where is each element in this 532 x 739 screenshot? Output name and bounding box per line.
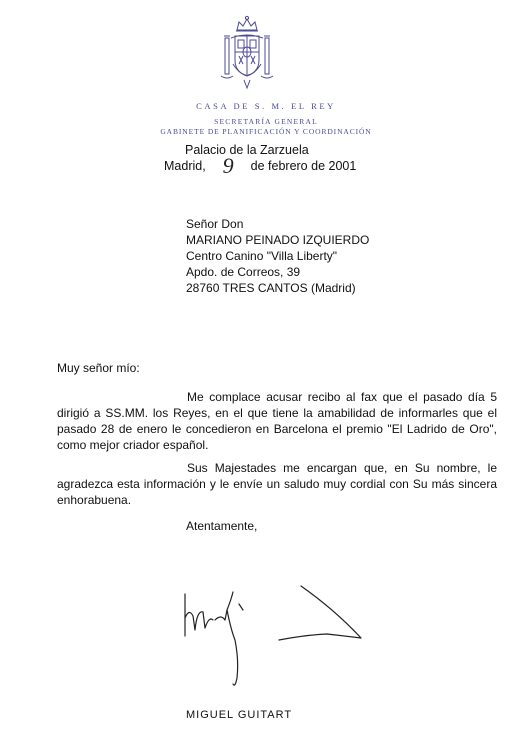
signer-name: MIGUEL GUITART (186, 709, 293, 721)
royal-coat-of-arms-icon (219, 14, 275, 94)
recipient-line: 28760 TRES CANTOS (Madrid) (186, 281, 356, 295)
recipient-line: Centro Canino "Villa Liberty" (186, 249, 338, 263)
letterhead-office: GABINETE DE PLANIFICACIÓN Y COORDINACIÓN (160, 127, 372, 136)
salutation: Muy señor mío: (57, 361, 140, 375)
letter-date (164, 153, 357, 178)
recipient-line: MARIANO PEINADO IZQUIERDO (186, 233, 370, 247)
letterhead-house: CASA DE S. M. EL REY (196, 101, 336, 111)
recipient-line: Apdo. de Correos, 39 (186, 265, 301, 279)
date-day-handwritten: 9 (222, 153, 234, 178)
recipient-line: Señor Don (186, 217, 244, 231)
recipient-address (186, 216, 369, 296)
date-city: Madrid, (164, 159, 206, 173)
date-month-year: de febrero de 2001 (250, 159, 357, 173)
body-paragraph: Me complace acusar recibo al fax que el pasado día 5 dirigió a SS.MM. los Reyes, en el que tiene la amabilidad de informarles que el pasado 28 de enero le concedieron en Barcelona el premio "El Ladrido de Oro", como mejor criador español. (57, 390, 497, 452)
letter-place: Palacio de la Zarzuela (185, 143, 309, 157)
body-paragraph: Sus Majestades me encargan que, en Su nombre, le agradezca esta información y le envíe un saludo muy cordial con Su más sincera enhorabuena. (57, 461, 497, 507)
letterhead-secretariat: SECRETARÍA GENERAL (214, 117, 318, 126)
closing: Atentamente, (186, 519, 258, 533)
handwritten-signature-icon (175, 580, 375, 695)
